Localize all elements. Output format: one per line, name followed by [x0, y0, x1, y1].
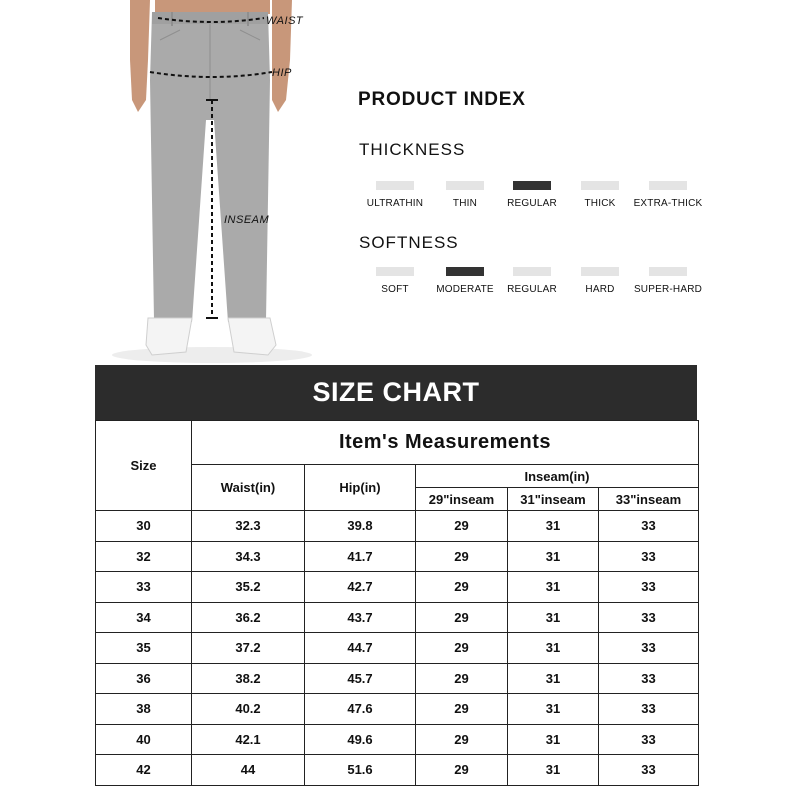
softness-option-regular: [497, 267, 567, 295]
inseam-31-cell: 31: [508, 511, 599, 542]
size-cell: 30: [96, 511, 192, 542]
measurements-header: Item's Measurements: [192, 421, 699, 465]
table-row: [96, 724, 699, 755]
waist-label: WAIST: [266, 15, 304, 27]
size-cell: 36: [96, 663, 192, 694]
thickness-title: THICKNESS: [359, 140, 466, 159]
table-row: [96, 572, 699, 603]
thickness-option-label: REGULAR: [507, 198, 557, 209]
hip-cell: 47.6: [305, 694, 416, 725]
waist-header: Waist(in): [192, 465, 305, 511]
softness-option-label: REGULAR: [507, 284, 557, 295]
hip-cell: 51.6: [305, 755, 416, 786]
thickness-option-thin: [430, 181, 500, 209]
softness-level-bar: [376, 267, 414, 276]
inseam-31-cell: 31: [508, 724, 599, 755]
softness-option-label: SUPER-HARD: [633, 284, 703, 295]
hip-cell: 39.8: [305, 511, 416, 542]
inseam-33-header: 33"inseam: [599, 488, 699, 511]
softness-option-super-hard: [633, 267, 703, 295]
inseam-31-cell: 31: [508, 663, 599, 694]
inseam-31-cell: 31: [508, 602, 599, 633]
size-cell: 38: [96, 694, 192, 725]
hip-label: HIP: [272, 67, 292, 79]
model-illustration: [100, 0, 320, 365]
waist-cell: 35.2: [192, 572, 305, 603]
inseam-31-cell: 31: [508, 572, 599, 603]
inseam-29-cell: 29: [416, 572, 508, 603]
thickness-option-label: ULTRATHIN: [366, 198, 424, 209]
inseam-33-cell: 33: [599, 633, 699, 664]
inseam-29-cell: 29: [416, 541, 508, 572]
thickness-level-bar: [649, 181, 687, 190]
waist-cell: 34.3: [192, 541, 305, 572]
thickness-scale: [360, 181, 703, 221]
hip-cell: 42.7: [305, 572, 416, 603]
product-index-title: PRODUCT INDEX: [358, 89, 526, 110]
size-cell: 34: [96, 602, 192, 633]
inseam-31-cell: 31: [508, 694, 599, 725]
thickness-option-thick: [565, 181, 635, 209]
inseam-33-cell: 33: [599, 694, 699, 725]
inseam-33-cell: 33: [599, 572, 699, 603]
thickness-level-bar: [513, 181, 551, 190]
inseam-29-cell: 29: [416, 602, 508, 633]
size-cell: 40: [96, 724, 192, 755]
thickness-option-label: THIN: [452, 198, 478, 209]
hip-cell: 43.7: [305, 602, 416, 633]
thickness-level-bar: [376, 181, 414, 190]
softness-option-label: HARD: [585, 284, 615, 295]
inseam-33-cell: 33: [599, 602, 699, 633]
thickness-option-extra-thick: [633, 181, 703, 209]
hip-cell: 45.7: [305, 663, 416, 694]
thickness-level-bar: [581, 181, 619, 190]
size-cell: 33: [96, 572, 192, 603]
waist-cell: 38.2: [192, 663, 305, 694]
hip-cell: 44.7: [305, 633, 416, 664]
inseam-31-cell: 31: [508, 755, 599, 786]
hip-cell: 41.7: [305, 541, 416, 572]
softness-option-soft: [360, 267, 430, 295]
softness-option-moderate: [430, 267, 500, 295]
softness-level-bar: [446, 267, 484, 276]
inseam-33-cell: 33: [599, 755, 699, 786]
waist-cell: 36.2: [192, 602, 305, 633]
inseam-31-cell: 31: [508, 541, 599, 572]
inseam-31-header: 31"inseam: [508, 488, 599, 511]
table-row: [96, 633, 699, 664]
size-cell: 35: [96, 633, 192, 664]
inseam-33-cell: 33: [599, 663, 699, 694]
inseam-33-cell: 33: [599, 724, 699, 755]
inseam-header: Inseam(in): [416, 465, 699, 488]
softness-level-bar: [513, 267, 551, 276]
inseam-31-cell: 31: [508, 633, 599, 664]
size-cell: 42: [96, 755, 192, 786]
waist-cell: 44: [192, 755, 305, 786]
softness-level-bar: [649, 267, 687, 276]
size-chart-title: SIZE CHART: [95, 365, 697, 420]
softness-level-bar: [581, 267, 619, 276]
size-chart-table: [95, 420, 699, 786]
softness-option-label: SOFT: [381, 284, 409, 295]
inseam-29-cell: 29: [416, 755, 508, 786]
waist-cell: 32.3: [192, 511, 305, 542]
thickness-option-ultrathin: [360, 181, 430, 209]
thickness-option-label: EXTRA-THICK: [633, 198, 703, 209]
softness-title: SOFTNESS: [359, 233, 459, 252]
table-row: [96, 511, 699, 542]
table-row: [96, 663, 699, 694]
size-header: Size: [96, 421, 192, 511]
softness-scale: [360, 267, 703, 307]
table-row: [96, 694, 699, 725]
size-cell: 32: [96, 541, 192, 572]
thickness-level-bar: [446, 181, 484, 190]
waist-cell: 42.1: [192, 724, 305, 755]
thickness-option-regular: [497, 181, 567, 209]
table-row: [96, 602, 699, 633]
table-row: [96, 541, 699, 572]
inseam-29-cell: 29: [416, 724, 508, 755]
inseam-33-cell: 33: [599, 511, 699, 542]
softness-option-label: MODERATE: [436, 284, 494, 295]
inseam-29-cell: 29: [416, 511, 508, 542]
hip-header: Hip(in): [305, 465, 416, 511]
thickness-option-label: THICK: [584, 198, 616, 209]
pants-model-image: [100, 0, 320, 365]
inseam-29-cell: 29: [416, 694, 508, 725]
inseam-33-cell: 33: [599, 541, 699, 572]
softness-option-hard: [565, 267, 635, 295]
waist-cell: 37.2: [192, 633, 305, 664]
inseam-label: INSEAM: [224, 214, 270, 226]
hip-cell: 49.6: [305, 724, 416, 755]
inseam-29-header: 29"inseam: [416, 488, 508, 511]
table-row: [96, 755, 699, 786]
waist-cell: 40.2: [192, 694, 305, 725]
inseam-29-cell: 29: [416, 633, 508, 664]
inseam-29-cell: 29: [416, 663, 508, 694]
